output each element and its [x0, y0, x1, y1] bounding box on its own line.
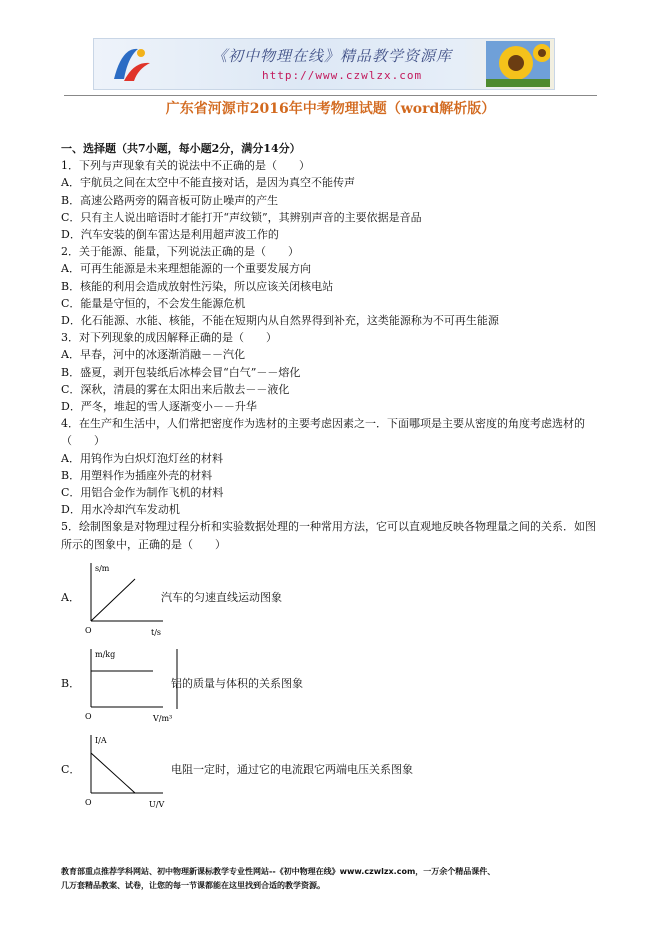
graph-a-xlabel: t/s [151, 627, 162, 637]
graph-b [83, 645, 179, 723]
option-text: B．高速公路两旁的隔音板可防止噪声的产生 [61, 193, 279, 207]
option-text: A．可再生能源是未来理想能源的一个重要发展方向 [61, 262, 311, 276]
question-stem: 3．对下列现象的成因解释正确的是（ ） [61, 331, 277, 345]
question-stem: 5．绘制图象是对物理过程分析和实验数据处理的一种常用方法，它可以直观地反映各物理量之间的关系．如图所示的图象中，正确的是（ ） [61, 520, 596, 551]
option-text: B．用塑料作为插座外壳的材料 [61, 468, 213, 482]
graph-b-ylabel: m/kg [95, 649, 116, 659]
graph-option-b [61, 645, 601, 731]
option-text: C．能量是守恒的，不会发生能源危机 [61, 296, 246, 310]
header-banner [93, 38, 555, 90]
option-text: D．汽车安装的倒车雷达是利用超声波工作的 [61, 228, 279, 242]
page-footer [61, 865, 606, 893]
option-text: C．只有主人说出暗语时才能打开“声纹锁”，其辨别声音的主要依据是音品 [61, 210, 422, 224]
graph-b-xlabel: V/m³ [153, 713, 173, 723]
option-letter: B． [61, 676, 81, 690]
graph-option-c [61, 731, 601, 817]
sunflower-icon [486, 41, 550, 87]
graph-c-origin: O [85, 797, 92, 807]
question-stem: 1．下列与声现象有关的说法中不正确的是（ ） [61, 159, 310, 173]
option-text: 铝的质量与体积的关系图象 [171, 676, 303, 690]
option-text: C．深秋，清晨的雾在太阳出来后散去－－液化 [61, 382, 290, 396]
footer-line: 几万套精品教案、试卷，让您的每一节课都能在这里找到合适的教学资源。 [61, 881, 325, 890]
exam-content [61, 140, 601, 817]
option-text: B．盛夏，剥开包装纸后冰棒会冒“白气”－－熔化 [61, 365, 301, 379]
option-text: D．化石能源、水能、核能，不能在短期内从自然界得到补充，这类能源称为不可再生能源 [61, 314, 499, 328]
graph-b-origin: O [85, 711, 92, 721]
option-letter: A． [61, 590, 80, 604]
option-text: C．用铝合金作为制作飞机的材料 [61, 486, 224, 500]
graph-c-xlabel: U/V [149, 799, 165, 809]
question-stem: 2．关于能源、能量，下列说法正确的是（ ） [61, 245, 299, 259]
option-text: 电阻一定时，通过它的电流跟它两端电压关系图象 [171, 762, 413, 776]
footer-line: 教育部重点推荐学科网站、初中物理新课标教学专业性网站--《初中物理在线》www.czwlzx.com，一万余个精品课件、 [61, 867, 496, 876]
option-text: 汽车的匀速直线运动图象 [161, 590, 282, 604]
graph-a-origin: O [85, 625, 92, 635]
question-stem: 4．在生产和生活中，人们常把密度作为选材的主要考虑因素之一．下面哪项是主要从密度的角度考虑选材的（ ） [61, 417, 585, 448]
document-title: 广东省河源市2016年中考物理试题（word解析版） [165, 101, 496, 117]
graph-option-a [61, 559, 601, 645]
option-text: D．严冬，堆起的雪人逐渐变小－－升华 [61, 400, 257, 414]
header-rule [64, 95, 597, 96]
option-text: A．宇航员之间在太空中不能直接对话，是因为真空不能传声 [61, 176, 355, 190]
banner-title: 《初中物理在线》精品教学资源库 [212, 47, 453, 65]
option-letter: C． [61, 762, 81, 776]
option-text: A．早春，河中的冰逐渐消融－－汽化 [61, 348, 245, 362]
option-text: D．用水冷却汽车发动机 [61, 503, 180, 517]
graph-a-ylabel: s/m [95, 563, 110, 573]
option-text: A．用钨作为白炽灯泡灯丝的材料 [61, 451, 223, 465]
graph-c [83, 731, 169, 809]
section-heading: 一、选择题（共7小题，每小题2分，满分14分） [61, 142, 301, 155]
graph-a [83, 559, 169, 637]
option-text: B．核能的利用会造成放射性污染，所以应该关闭核电站 [61, 279, 334, 293]
banner-url: http://www.czwlzx.com [262, 69, 423, 82]
graph-c-ylabel: I/A [95, 735, 107, 745]
site-logo-icon [108, 43, 154, 85]
